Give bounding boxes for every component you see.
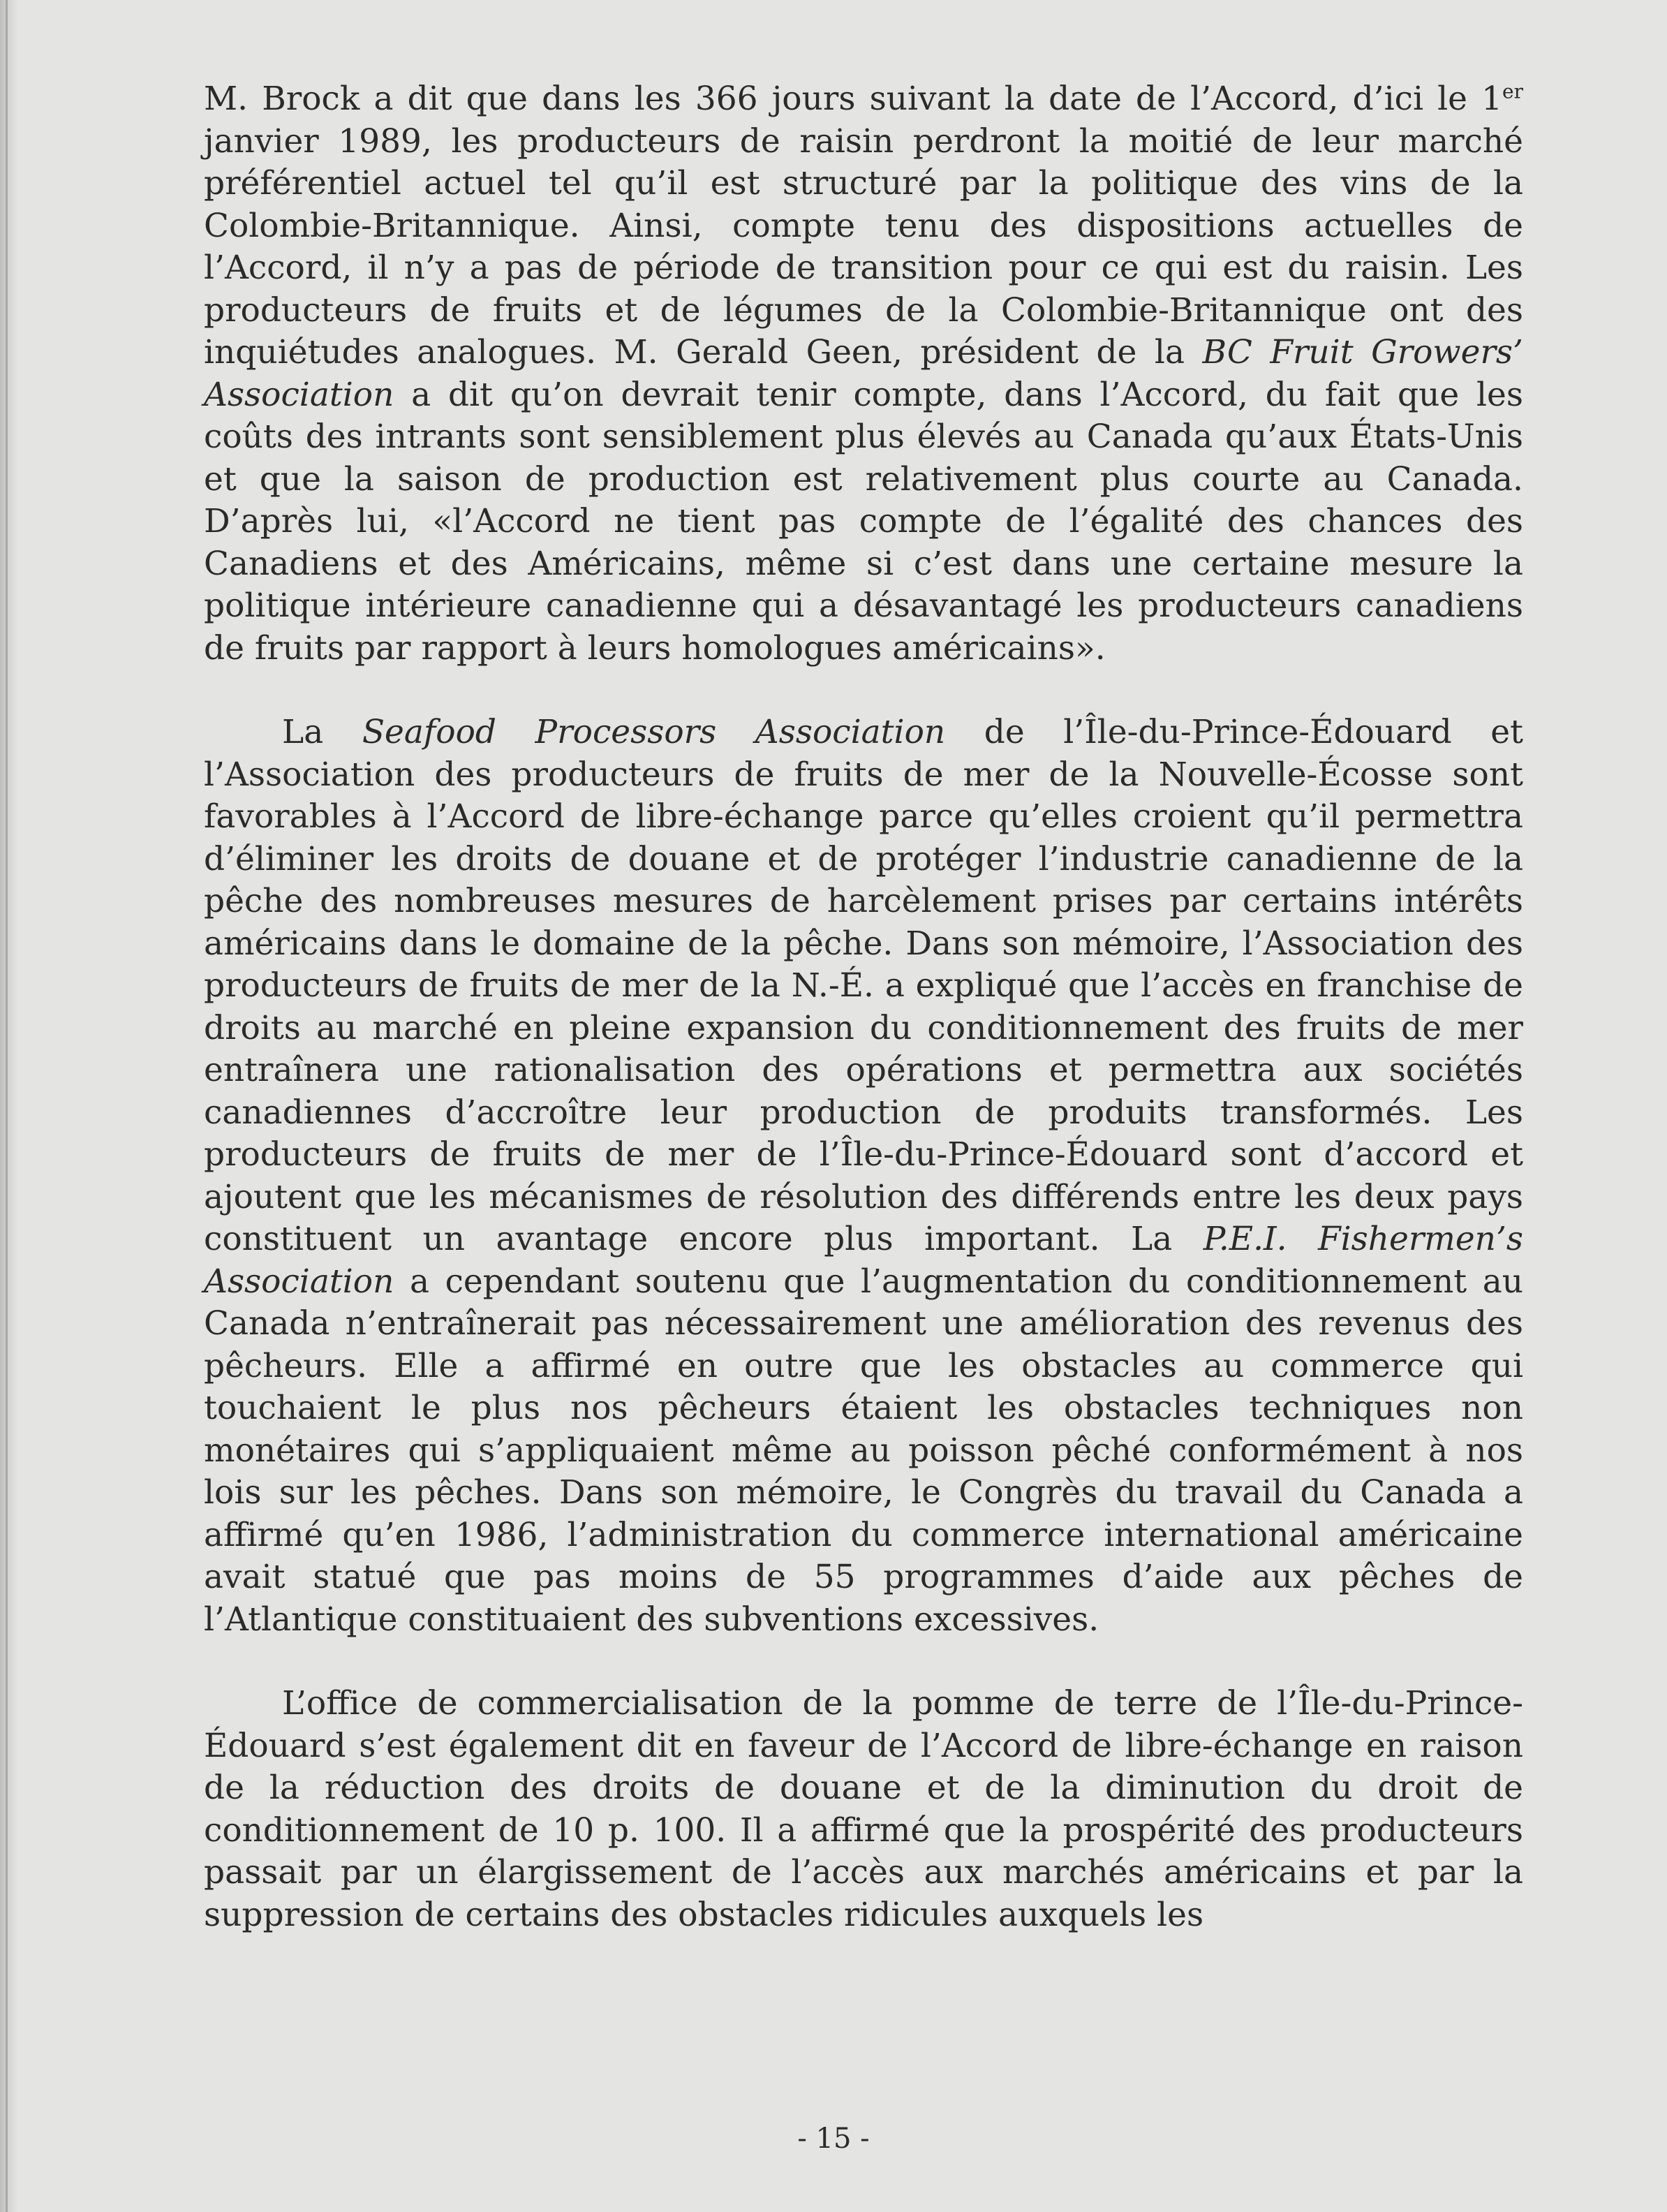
page-edge-shadow xyxy=(0,0,18,2212)
body-text xyxy=(204,78,1523,1936)
superscript-er: er xyxy=(1502,80,1523,103)
paragraph-1-run-3: janvier 1989, les producteurs de raisin perdront la moitié de leur marché préférentiel actuel tel qu’il est structuré par la politique des vins de la Colombie-Britannique. Ainsi, compte tenu des dispositions actuelles de l’Accord, il n’y a pas de période de transition pour ce qui est du raisin. Les producteurs de fruits et de légumes de la Colombie-Britannique ont des inquiétudes analogues. M. Gerald Geen, président de la xyxy=(204,121,1523,371)
paragraph-2 xyxy=(204,711,1523,1641)
page-number: - 15 - xyxy=(797,2123,870,2155)
paragraph-1-run-1: M. Brock a dit que dans les 366 jours suivant la date de l’Accord, d’ici le 1 xyxy=(204,80,1503,118)
italic-seafood-processors-association: Seafood Processors Association xyxy=(362,713,946,751)
paragraph-1-run-5: a dit qu’on devrait tenir compte, dans l’Accord, du fait que les coûts des intrants sont sensiblement plus élevés au Canada qu’aux États-Unis et que la saison de production est relativement plus courte au Canada. D’après lui, «l’Accord ne tient pas compte de l’égalité des chances des Canadiens et des Américains, même si c’est dans une certaine mesure la politique intérieure canadienne qui a désavantagé les producteurs canadiens de fruits par rapport à leurs homologues américains». xyxy=(204,375,1523,668)
paragraph-2-run-3: de l’Île-du-Prince-Édouard et l’Association des producteurs de fruits de mer de la Nouvelle-Écosse sont favorables à l’Accord de libre-échange parce qu’elles croient qu’il permettra d’éliminer les droits de douane et de protéger l’industrie canadienne de la pêche des nombreuses mesures de harcèlement prises par certains intérêts américains dans le domaine de la pêche. Dans son mémoire, l’Association des producteurs de fruits de mer de la N.-É. a expliqué que l’accès en franchise de droits au marché en pleine expansion du conditionnement des fruits de mer entraînera une rationalisation des opérations et permettra aux sociétés canadiennes d’accroître leur production de produits transformés. Les producteurs de fruits de mer de l’Île-du-Prince-Édouard sont d’accord et ajoutent que les mécanismes de résolution des différends entre les deux pays constituent un avantage encore plus important. La xyxy=(204,713,1523,1258)
paragraph-3-run-1: L’office de commercialisation de la pomme de terre de l’Île-du-Prince-Édouard s’est également dit en faveur de l’Accord de libre-échange en raison de la réduction des droits de douane et de la diminution du droit de conditionnement de 10 p. 100. Il a affirmé que la prospérité des producteurs passait par un élargissement de l’accès aux marchés américains et par la suppression de certains des obstacles ridicules auxquels les xyxy=(204,1684,1523,1934)
paragraph-3 xyxy=(204,1683,1523,1936)
paragraph-2-run-1: La xyxy=(282,713,362,751)
paragraph-2-run-5: a cependant soutenu que l’augmentation du conditionnement au Canada n’entraînerait pas nécessairement une amélioration des revenus des pêcheurs. Elle a affirmé en outre que les obstacles au commerce qui touchaient le plus nos pêcheurs étaient les obstacles techniques non monétaires qui s’appliquaient même au poisson pêché conformément à nos lois sur les pêches. Dans son mémoire, le Congrès du travail du Canada a affirmé qu’en 1986, l’administration du commerce international américaine avait statué que pas moins de 55 programmes d’aide aux pêches de l’Atlantique constituaient des subventions excessives. xyxy=(204,1262,1523,1639)
paragraph-1 xyxy=(204,78,1523,670)
page-binding-line xyxy=(6,0,8,2212)
italic-bc-fruit-growers-association: BC Fruit Growers’ Association xyxy=(204,333,1523,414)
italic-pei-fishermens-association: P.E.I. Fishermen’s Association xyxy=(204,1220,1524,1301)
